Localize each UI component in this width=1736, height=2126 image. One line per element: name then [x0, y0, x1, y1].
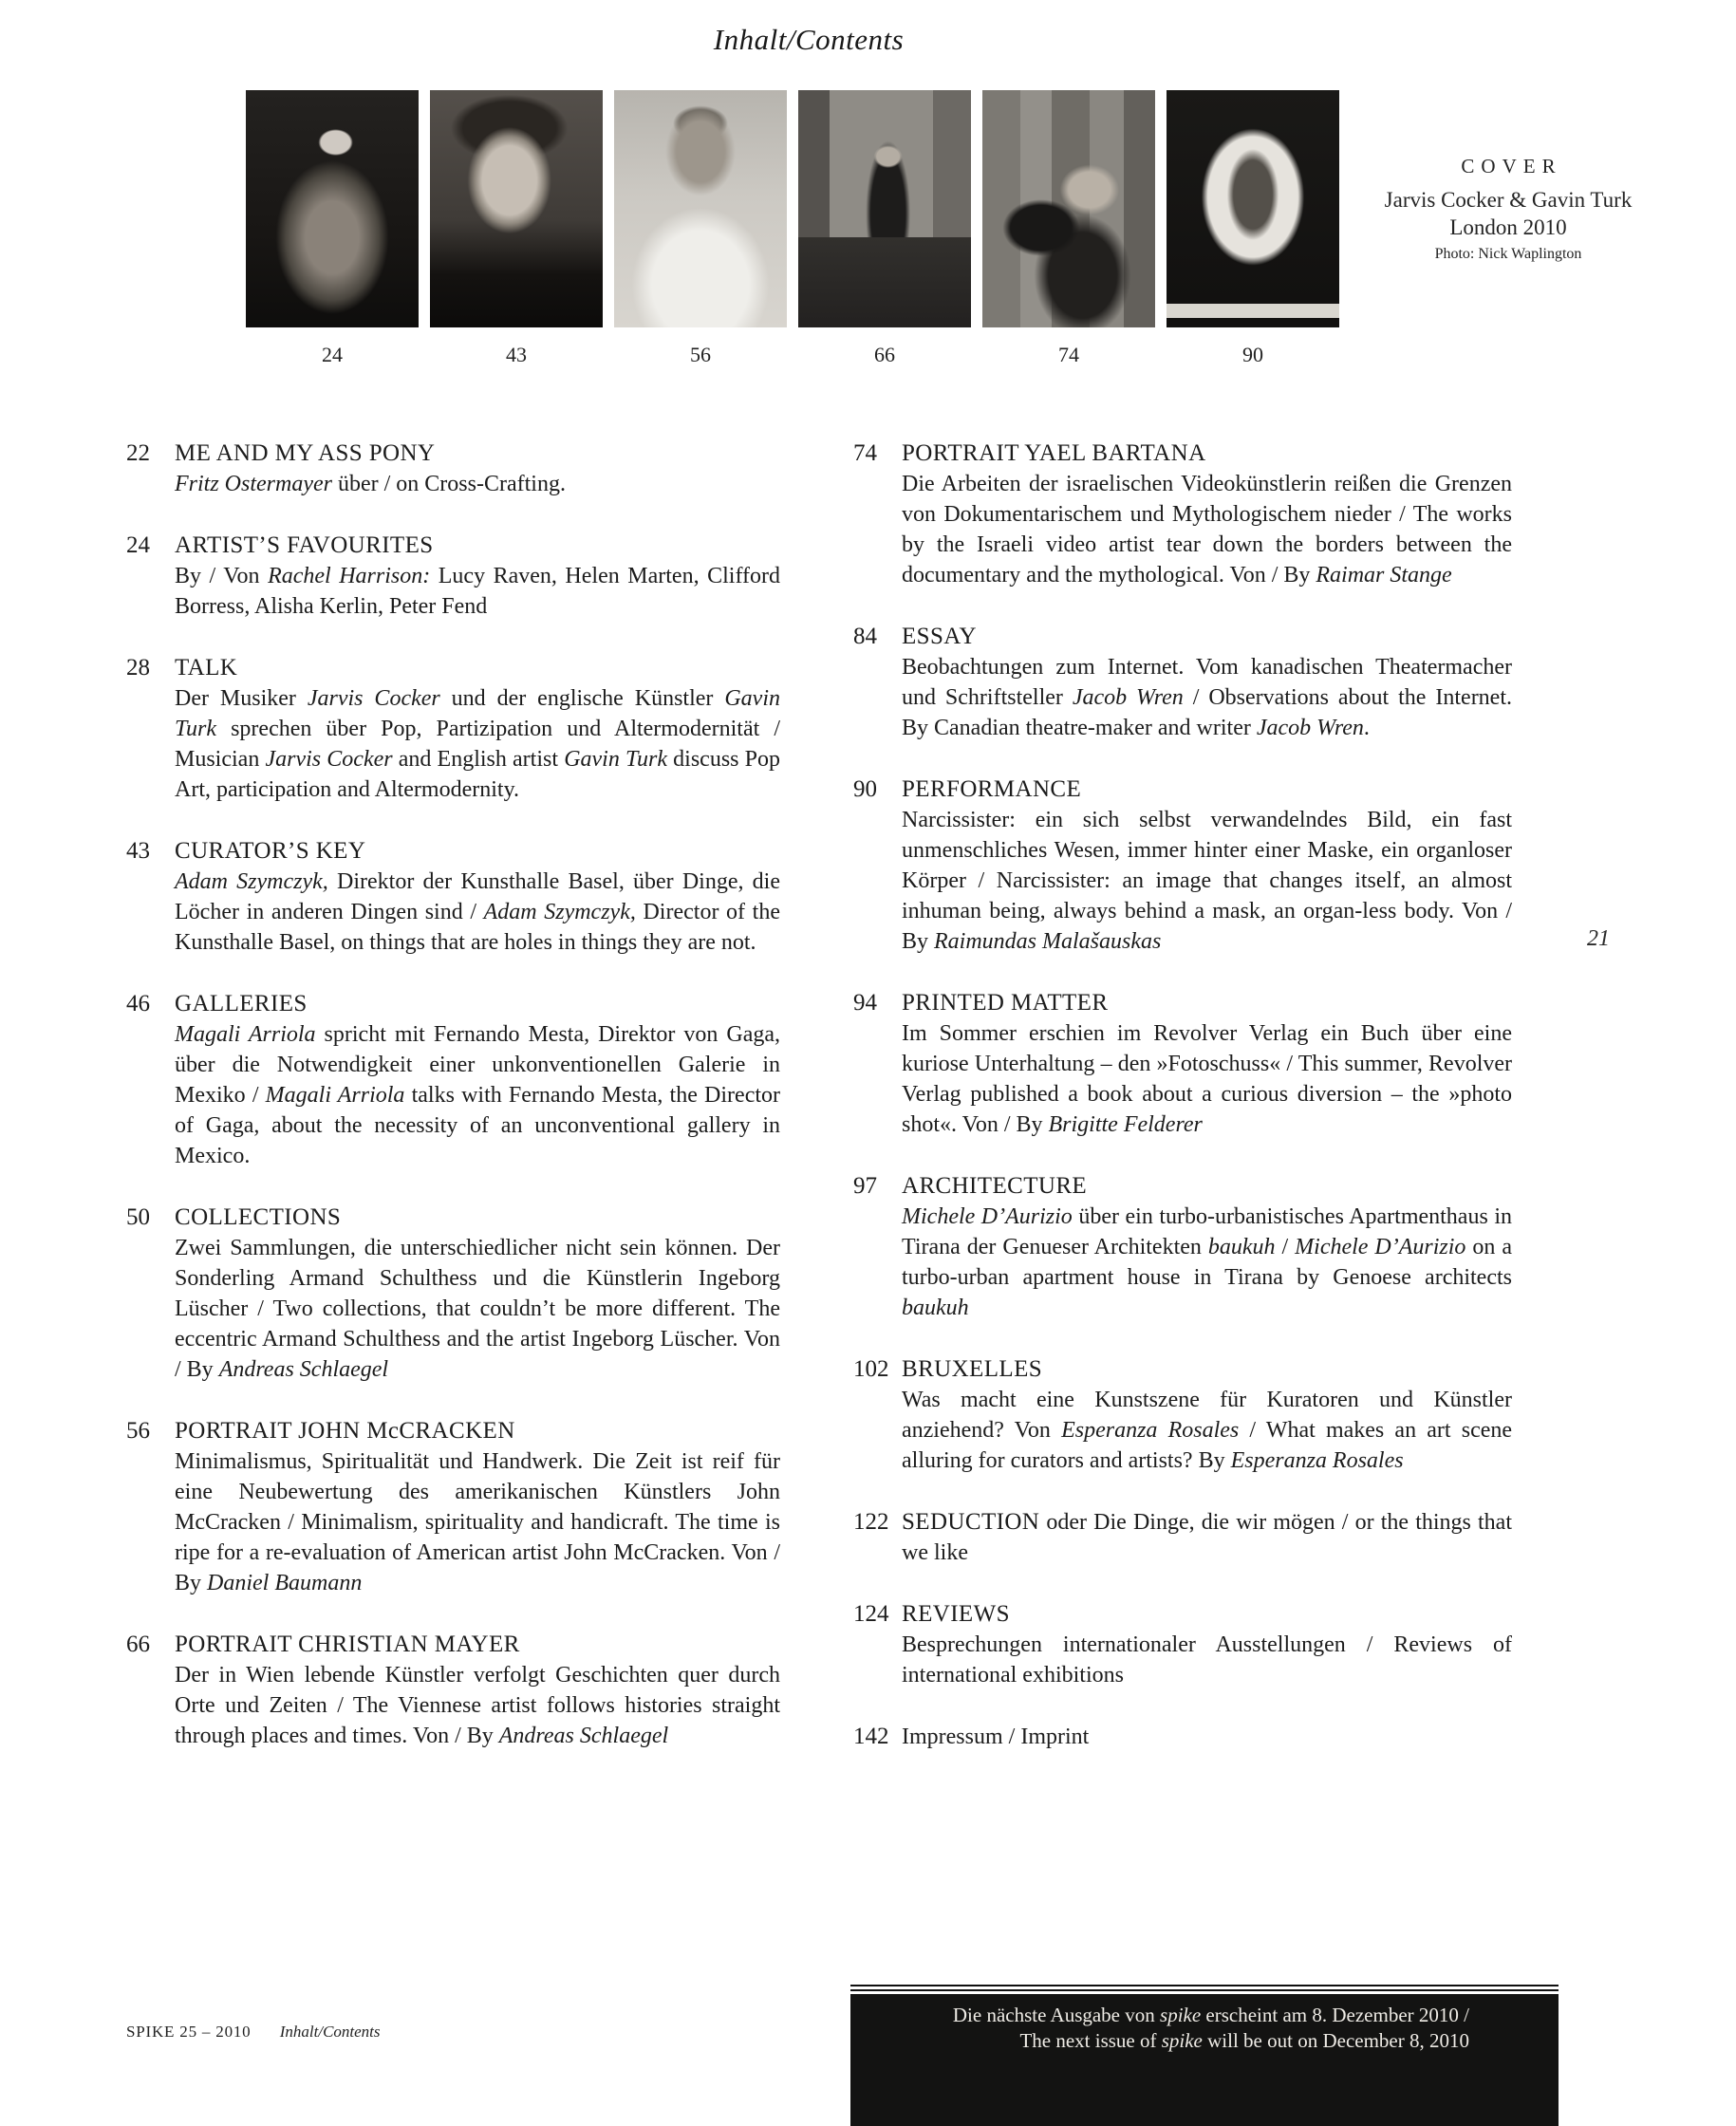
toc-entry — [126, 836, 780, 958]
entry-title: ESSAY — [902, 624, 977, 649]
text-segment: Michele D’Aurizio — [1295, 1235, 1466, 1259]
entry-description — [175, 1233, 780, 1385]
entry-page-number: 56 — [126, 1418, 150, 1444]
text-segment: SEDUCTION — [902, 1509, 1040, 1535]
cover-photo-credit: Photo: Nick Waplington — [1434, 246, 1582, 262]
text-segment: oder Die Dinge, die wir mögen / or the things that we like — [902, 1510, 1512, 1565]
text-segment: Gavin Turk — [175, 686, 780, 741]
entry-text — [902, 988, 1512, 1140]
entry-description — [902, 1630, 1512, 1690]
entry-description — [175, 1660, 780, 1751]
entry-title: CURATOR’S KEY — [175, 838, 366, 864]
next-issue-line-en — [869, 2028, 1469, 2054]
entry-title: BRUXELLES — [902, 1356, 1043, 1382]
entry-page-number: 24 — [126, 532, 150, 558]
text-segment: Director of the Kunsthalle Basel, on things that are holes in things they are not. — [175, 900, 780, 955]
text-segment: By / Von — [175, 564, 269, 588]
entry-text — [902, 1171, 1512, 1323]
photo-figure — [430, 90, 603, 367]
text-segment: on a turbo-urban apartment house in Tirana by Genoese architects — [902, 1235, 1513, 1290]
text-segment: Jacob Wren — [1256, 716, 1364, 740]
text-segment: and English artist — [392, 747, 565, 772]
text-segment: / Observations about the Internet. By Canadian theatre-maker and writer — [902, 685, 1512, 740]
entry-title: GALLERIES — [175, 991, 308, 1016]
text-segment: Daniel Baumann — [207, 1571, 363, 1595]
text-segment: will be out on December 8, 2010 — [1202, 2029, 1469, 2052]
entry-description — [902, 469, 1512, 590]
text-segment: und der englische Künstler — [439, 686, 725, 711]
entry-page-number: 142 — [853, 1724, 889, 1749]
entry-title: PERFORMANCE — [902, 776, 1082, 802]
entry-text — [902, 774, 1512, 957]
text-segment: Beobachtungen zum Internet. Vom kanadischen Theatermacher und Schriftsteller — [902, 655, 1512, 710]
text-segment: Die nächste Ausgabe von — [952, 2004, 1161, 2026]
text-segment: über ein turbo-urbanistisches Apartmenthaus in Tirana der Genueser Architekten — [902, 1204, 1512, 1259]
text-segment: Im Sommer erschien im Revolver Verlag ein Buch über eine kuriose Unterhaltung – den »Fotoschuss« / This summer, Revolver Verlag published a book about a curious diversion – the »photo shot«. Von / By — [902, 1021, 1512, 1137]
entry-title: COLLECTIONS — [175, 1204, 342, 1230]
entry-page-number: 74 — [853, 440, 877, 466]
entry-page-number: 90 — [853, 776, 877, 802]
entry-page-number: 22 — [126, 440, 150, 466]
entry-text — [175, 653, 780, 805]
photo-page-number: 24 — [322, 343, 343, 366]
text-segment: erscheint am 8. Dezember 2010 / — [1201, 2004, 1469, 2026]
text-segment: Esperanza Rosales — [1230, 1448, 1404, 1473]
cover-place-year: London 2010 — [1449, 215, 1567, 239]
cover-artists: Jarvis Cocker & Gavin Turk — [1384, 188, 1633, 212]
entry-text — [175, 1203, 780, 1385]
text-segment: Adam Szymczyk, — [175, 869, 328, 894]
entry-title: ARTIST’S FAVOURITES — [175, 532, 434, 558]
text-segment: Magali Arriola — [175, 1022, 316, 1047]
entry-page-number: 122 — [853, 1509, 889, 1535]
footer-section-label: Inhalt/Contents — [279, 2023, 381, 2041]
entry-description — [175, 683, 780, 805]
toc-column-left — [126, 438, 780, 1782]
text-segment: spricht mit Fernando Mesta, Direktor von Gaga, über die Notwendigkeit einer unkonventionellen Galerie in Mexiko / — [175, 1022, 781, 1108]
entry-text — [902, 438, 1512, 590]
entry-title: PRINTED MATTER — [902, 990, 1109, 1016]
text-segment: The next issue of — [1019, 2029, 1162, 2052]
entry-text — [175, 438, 780, 499]
photo-figure — [798, 90, 971, 367]
entry-title: ME AND MY ASS PONY — [175, 440, 436, 466]
toc-entry — [853, 774, 1512, 957]
entry-page-number: 124 — [853, 1601, 889, 1627]
text-segment: Rachel Harrison: — [268, 564, 431, 588]
photo-thumbnail-6 — [1167, 90, 1339, 327]
text-segment: Besprechungen internationaler Ausstellungen / Reviews of international exhibitions — [902, 1632, 1512, 1688]
text-segment: Brigitte Felderer — [1048, 1112, 1203, 1137]
entry-title: ARCHITECTURE — [902, 1173, 1088, 1199]
next-issue-line-de — [869, 2003, 1469, 2028]
entry-description — [175, 867, 780, 958]
footer — [126, 2023, 381, 2042]
entry-text — [175, 836, 780, 958]
entry-description — [175, 1446, 780, 1598]
entry-page-number: 46 — [126, 991, 150, 1016]
toc-entry — [853, 1171, 1512, 1323]
entry-text — [902, 1354, 1512, 1476]
text-segment: baukuh — [1207, 1235, 1276, 1259]
next-issue-announcement — [850, 1994, 1559, 2126]
photo-page-number: 56 — [690, 343, 711, 366]
entry-page-number: 43 — [126, 838, 150, 864]
text-segment: Der in Wien lebende Künstler verfolgt Geschichten quer durch Orte und Zeiten / The Viennese artist follows histories straight through places and times. Von / By — [175, 1663, 780, 1748]
text-segment: Direktor der Kunsthalle Basel, über Dinge, die Löcher in anderen Dingen sind / — [175, 869, 780, 924]
text-segment: Esperanza Rosales — [1061, 1418, 1240, 1443]
rule-divider — [850, 1989, 1559, 1991]
toc-entry — [853, 1599, 1512, 1690]
photo-thumbnail-4 — [798, 90, 971, 327]
text-segment: Gavin Turk — [564, 747, 668, 772]
text-segment: / — [1275, 1235, 1296, 1259]
toc-entry — [126, 438, 780, 499]
text-segment: . — [1363, 716, 1370, 740]
entry-page-number: 102 — [853, 1356, 889, 1382]
toc-entry — [126, 531, 780, 622]
entry-description — [175, 469, 780, 499]
photo-page-number: 43 — [506, 343, 527, 366]
text-segment: spike — [1160, 2004, 1202, 2026]
text-segment: Was macht eine Kunstszene für Kuratoren und Künstler anziehend? Von — [902, 1388, 1512, 1443]
entry-title: TALK — [175, 655, 238, 681]
toc-entry — [853, 1354, 1512, 1476]
text-segment: discuss Pop Art, participation and Altermodernity. — [175, 747, 781, 802]
text-segment: über / on Cross-Crafting. — [331, 472, 566, 496]
text-segment: spike — [1161, 2029, 1203, 2052]
text-segment: Raimar Stange — [1316, 563, 1452, 587]
entry-description — [902, 1202, 1512, 1323]
toc-entry — [853, 988, 1512, 1140]
text-segment: Andreas Schlaegel — [218, 1357, 389, 1382]
text-segment: / What makes an art scene alluring for curators and artists? By — [902, 1418, 1513, 1473]
photo-strip — [246, 90, 1339, 367]
cover-label: COVER — [1461, 155, 1562, 177]
entry-page-number: 97 — [853, 1173, 877, 1199]
entry-page-number: 50 — [126, 1204, 150, 1230]
text-segment: Magali Arriola — [265, 1083, 405, 1108]
entry-title: PORTRAIT YAEL BARTANA — [902, 440, 1206, 466]
text-segment: Fritz Ostermayer — [175, 472, 332, 496]
entry-text — [902, 1722, 1512, 1752]
text-segment: Jarvis Cocker — [307, 686, 440, 711]
entry-text — [902, 1507, 1512, 1568]
entry-description — [902, 1018, 1512, 1140]
text-segment: Impressum / Imprint — [902, 1725, 1090, 1749]
text-segment: Die Arbeiten der israelischen Videokünstlerin reißen die Grenzen von Dokumentarischem und Mythologischem nieder / The works by the Israeli video artist tear down the borders between the documentary and the mythological. Von / By — [902, 472, 1512, 587]
toc-entry — [126, 989, 780, 1171]
photo-figure — [614, 90, 787, 367]
entry-title: REVIEWS — [902, 1601, 1010, 1627]
toc-entry — [126, 1416, 780, 1598]
photo-thumbnail-2 — [430, 90, 603, 327]
text-segment: Adam Szymczyk, — [483, 900, 636, 924]
toc-entry — [126, 1203, 780, 1385]
entry-description — [902, 1722, 1512, 1752]
entry-text — [175, 989, 780, 1171]
next-issue-box — [850, 1985, 1559, 2126]
toc-entry — [853, 1722, 1512, 1752]
entry-text — [902, 622, 1512, 743]
entry-page-number: 84 — [853, 624, 877, 649]
text-segment: Narcissister: ein sich selbst verwandelndes Bild, ein fast unmenschliches Wesen, immer hinter einer Maske, ein organloser Körper / Narcissister: an image that changes itself, an almost inhuman being, always behind a mask, an organ-less body. Von / By — [902, 808, 1512, 954]
entry-description — [902, 1507, 1512, 1568]
photo-figure — [246, 90, 419, 367]
rule-divider — [850, 1985, 1559, 1986]
text-segment: Michele D’Aurizio — [902, 1204, 1073, 1229]
text-segment: Jacob Wren — [1072, 685, 1184, 710]
photo-page-number: 66 — [874, 343, 895, 366]
entry-description — [175, 1019, 780, 1171]
text-segment: Andreas Schlaegel — [498, 1724, 669, 1748]
photo-figure — [982, 90, 1155, 367]
entry-description — [902, 1385, 1512, 1476]
photo-page-number: 74 — [1058, 343, 1079, 366]
toc-column-right — [853, 438, 1512, 1783]
entry-title: PORTRAIT JOHN McCRACKEN — [175, 1418, 515, 1444]
photo-figure — [1167, 90, 1339, 367]
text-segment: Der Musiker — [175, 686, 308, 711]
photo-thumbnail-1 — [246, 90, 419, 327]
text-segment: baukuh — [902, 1296, 969, 1320]
toc-entry — [126, 653, 780, 805]
entry-page-number: 66 — [126, 1632, 150, 1657]
entry-description — [175, 561, 780, 622]
page-title: Inhalt/Contents — [713, 23, 905, 56]
footer-issue-label: SPIKE 25 – 2010 — [126, 2023, 252, 2041]
entry-title: PORTRAIT CHRISTIAN MAYER — [175, 1632, 520, 1657]
entry-text — [175, 531, 780, 622]
entry-description — [902, 652, 1512, 743]
text-segment: Minimalismus, Spiritualität und Handwerk. Die Zeit ist reif für eine Neubewertung des amerikanischen Künstlers John McCracken / Minimalism, spirituality and handicraft. The time is ripe for a re-evaluation of American artist John McCracken. Von / By — [175, 1449, 780, 1595]
text-segment: talks with Fernando Mesta, the Director of Gaga, about the necessity of an unconventional gallery in Mexico. — [175, 1083, 781, 1168]
text-segment: sprechen über Pop, Partizipation und Altermodernität / Musician — [175, 717, 780, 772]
text-segment: Lucy Raven, Helen Marten, Clifford Borress, Alisha Kerlin, Peter Fend — [175, 564, 780, 619]
folio-page-number: 21 — [1587, 926, 1610, 951]
entry-text — [902, 1599, 1512, 1690]
entry-description — [902, 805, 1512, 957]
text-segment: Jarvis Cocker — [265, 747, 393, 772]
text-segment: Zwei Sammlungen, die unterschiedlicher nicht sein können. Der Sonderling Armand Schulthess und die Künstlerin Ingeborg Lüscher / Two collections, that couldn’t be more different. The eccentric Armand Schulthess and the artist Ingeborg Lüscher. Von / By — [175, 1236, 780, 1382]
toc-entry — [853, 438, 1512, 590]
toc-entry — [126, 1630, 780, 1751]
text-segment: Raimundas Malašauskas — [934, 929, 1162, 954]
toc-entry — [853, 622, 1512, 743]
photo-thumbnail-3 — [614, 90, 787, 327]
photo-thumbnail-5 — [982, 90, 1155, 327]
photo-page-number: 90 — [1242, 343, 1263, 366]
entry-page-number: 28 — [126, 655, 150, 681]
entry-page-number: 94 — [853, 990, 877, 1016]
toc-entry — [853, 1507, 1512, 1568]
cover-caption — [1329, 155, 1688, 263]
entry-text — [175, 1416, 780, 1598]
entry-text — [175, 1630, 780, 1751]
